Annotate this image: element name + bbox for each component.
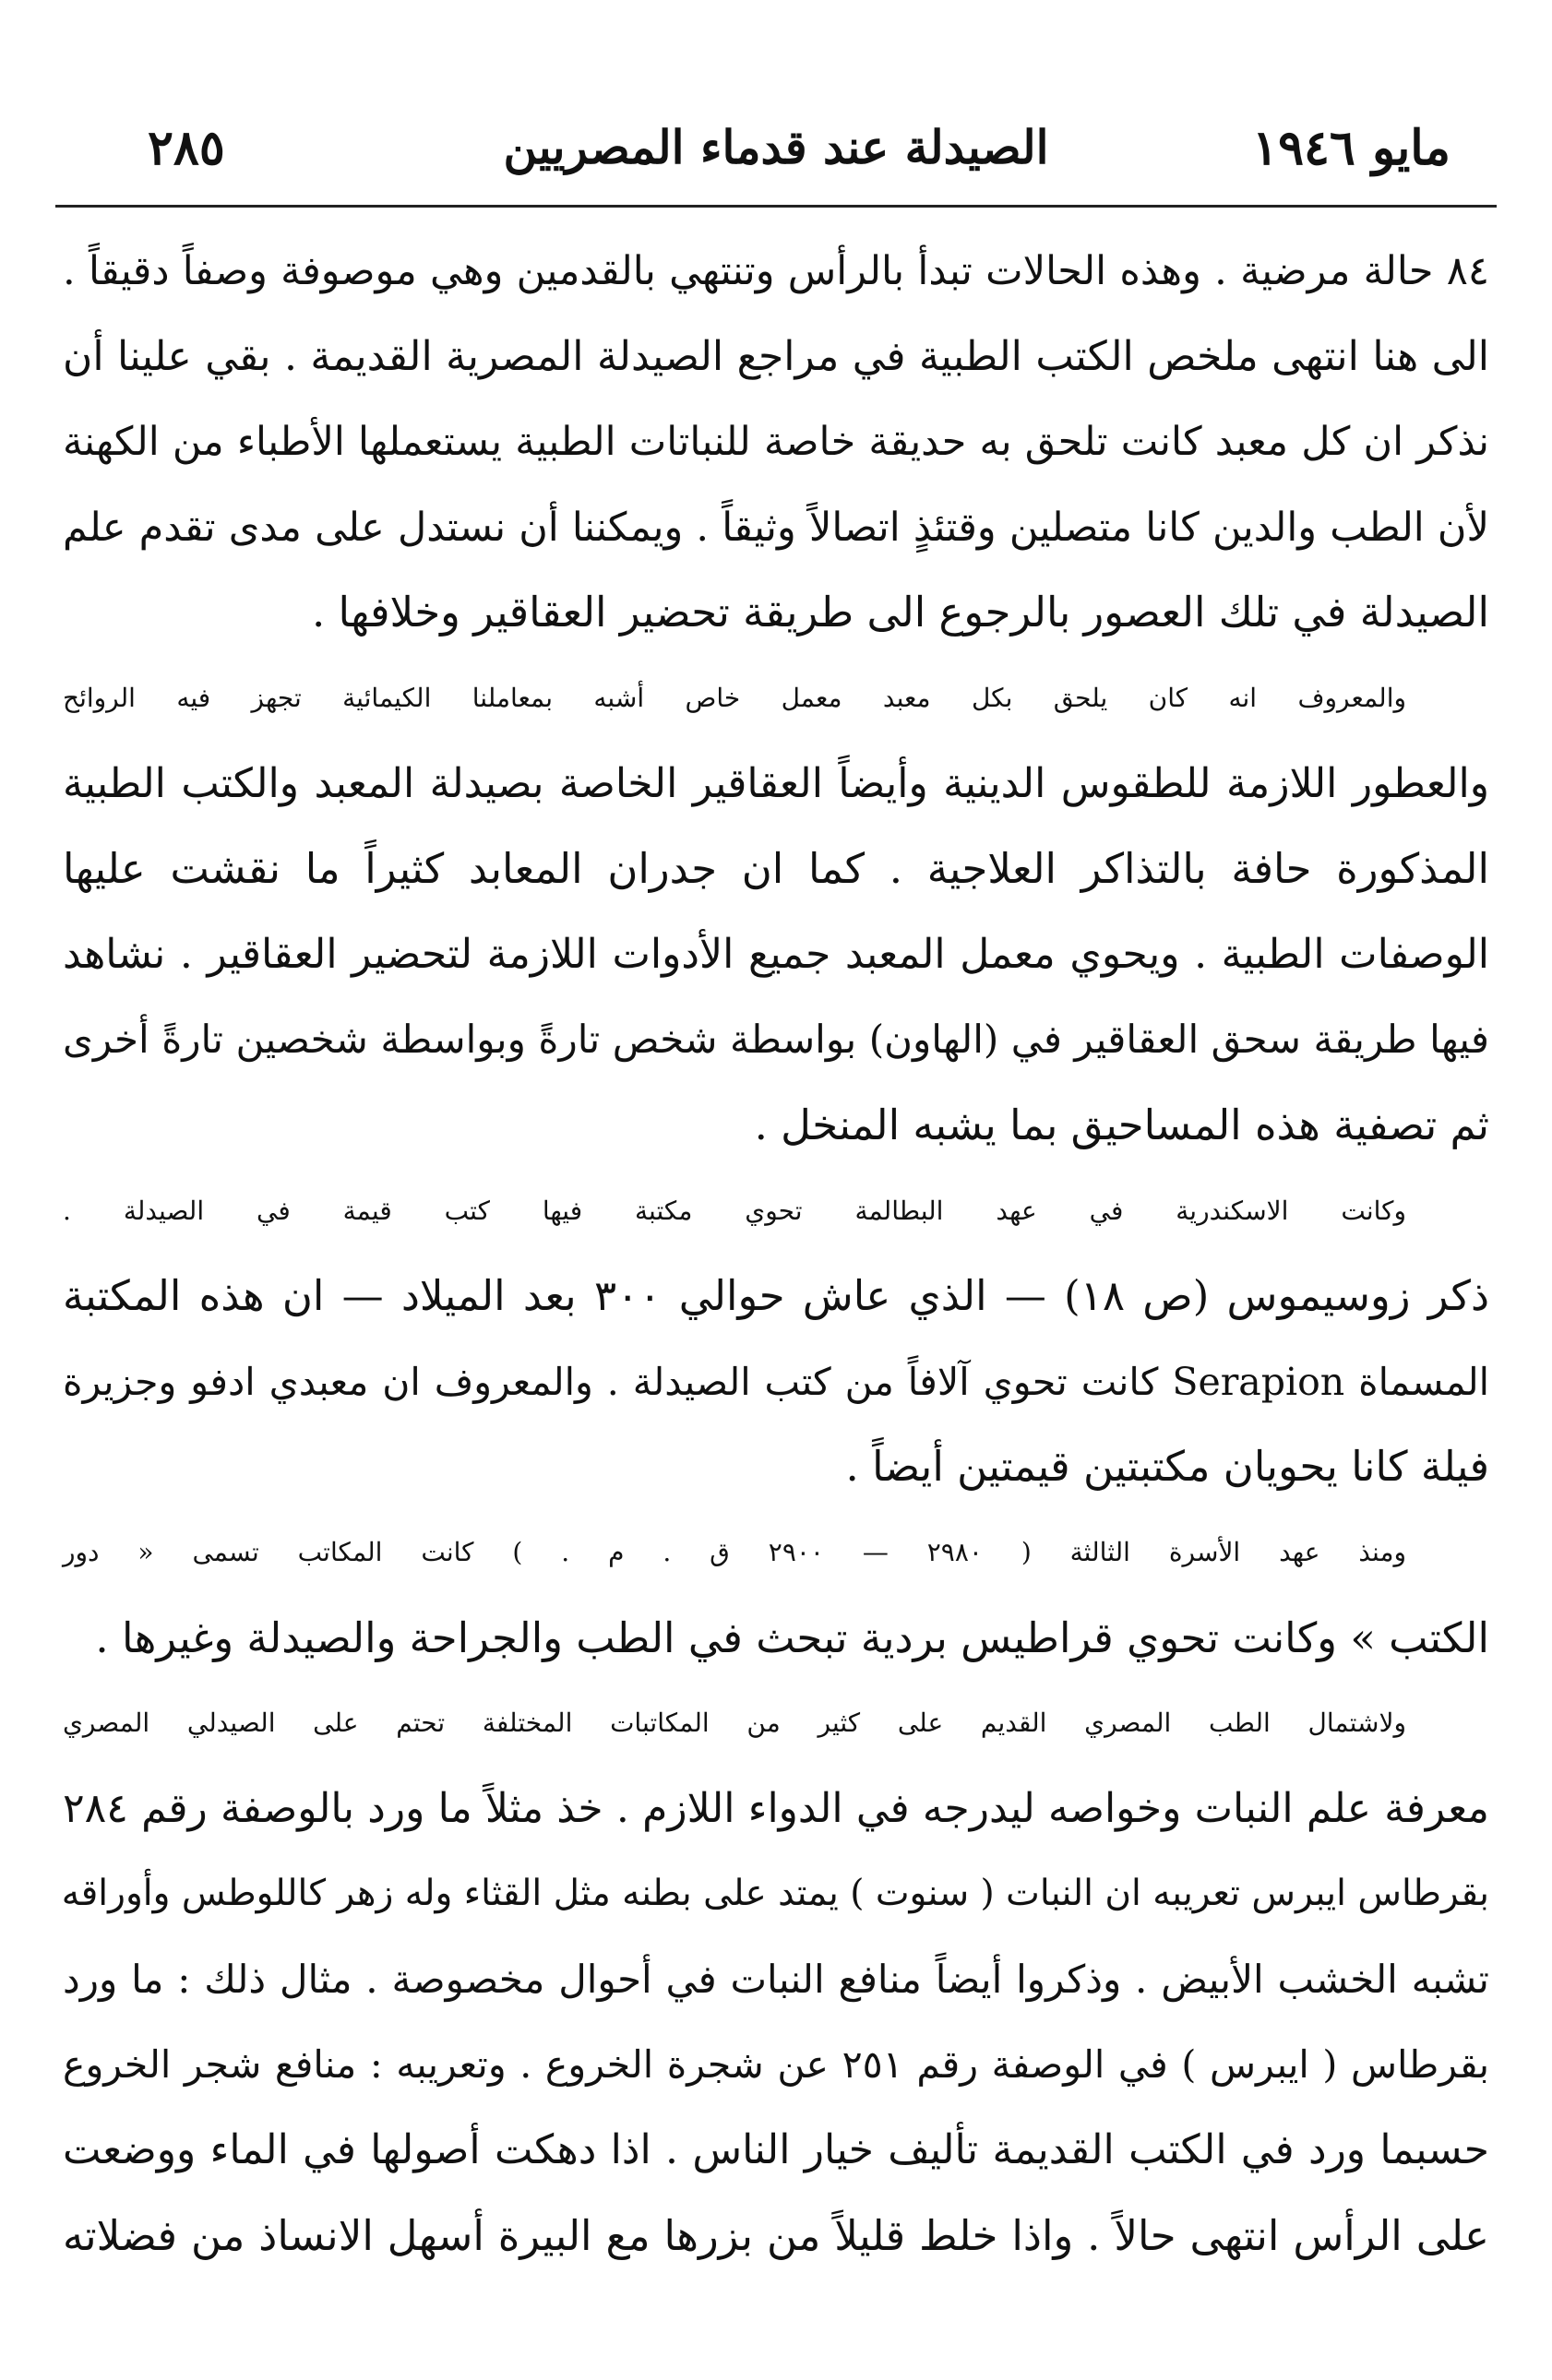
text-line: على الرأس انتهى حالاً . واذا خلط قليلاً من بزرها مع البيرة أسهل الانساذ من فضلاته [63, 2210, 1489, 2260]
text-line: ومنذ عهد الأسرة الثالثة ( ٢٩٨٠ — ٢٩٠٠ ق . م . ) كانت المكاتب تسمى « دور [63, 1536, 1406, 1567]
text-line: بقرطاس ( ايبرس ) في الوصفة رقم ٢٥١ عن شجرة الخروع . وتعريبه : منافع شجر الخروع [63, 2042, 1489, 2088]
running-header [101, 111, 1451, 184]
text-line: الكتب » وكانت تحوي قراطيس بردية تبحث في الطب والجراحة والصيدلة وغيرها . [95, 1612, 1489, 1662]
text-line: المسماة Serapion كانت تحوي آلافاً من كتب الصيدلة . والمعروف ان معبدي ادفو وجزيرة [63, 1359, 1489, 1404]
header-title: الصيدلة عند قدماء المصريين [503, 120, 1049, 174]
text-line: نذكر ان كل معبد كانت تلحق به حديقة خاصة للنباتات الطبية يستعملها الأطباء من الكهنة [63, 419, 1489, 466]
text-line: فيلة كانا يحويان مكتبتين قيمتين أيضاً . [845, 1442, 1489, 1492]
text-line: معرفة علم النبات وخواصه ليدرجه في الدواء اللازم . خذ مثلاً ما ورد بالوصفة رقم ٢٨٤ [63, 1784, 1489, 1832]
header-date: مايو ١٩٤٦ [1252, 120, 1451, 176]
text-line: الوصفات الطبية . ويحوي معمل المعبد جميع الأدوات اللازمة لتحضير العقاقير . نشاهد [63, 930, 1489, 978]
text-line: حسبما ورد في الكتب القديمة تأليف خيار الناس . اذا دهكت أصولها في الماء ووضعت [63, 2126, 1489, 2174]
text-line: لأن الطب والدين كانا متصلين وقتئذٍ اتصالاً وثيقاً . ويمكننا أن نستدل على مدى تقدم علم [63, 504, 1489, 551]
text-line: والمعروف انه كان يلحق بكل معبد معمل خاص أشبه بمعاملنا الكيمائية تجهز فيه الروائح [63, 682, 1406, 713]
body-text [63, 229, 1489, 2279]
text-line: الصيدلة في تلك العصور بالرجوع الى طريقة تحضير العقاقير وخلافها . [311, 588, 1489, 637]
text-line: بقرطاس ايبرس تعريبه ان النبات ( سنوت ) يمتد على بطنه مثل القثاء وله زهر كاللوطس وأوراقه [61, 1873, 1489, 1915]
text-line: تشبه الخشب الأبيض . وذكروا أيضاً منافع النبات في أحوال مخصوصة . مثال ذلك : ما ورد [63, 1956, 1489, 2002]
text-line: الى هنا انتهى ملخص الكتب الطبية في مراجع الصيدلة المصرية القديمة . بقي علينا أن [63, 332, 1489, 380]
text-line: والعطور اللازمة للطقوس الدينية وأيضاً العقاقير الخاصة بصيدلة المعبد والكتب الطبية [63, 759, 1489, 807]
text-line: فيها طريقة سحق العقاقير في (الهاون) بواسطة شخص تارةً وبواسطة شخصين تارةً أخرى [63, 1017, 1489, 1063]
header-rule [55, 205, 1497, 208]
text-line: ولاشتمال الطب المصري القديم على كثير من المكاتبات المختلفة تحتم على الصيدلي المصري [63, 1708, 1406, 1739]
page-number: ٢٨٥ [148, 120, 225, 176]
text-line: ٨٤ حالة مرضية . وهذه الحالات تبدأ بالرأس وتنتهي بالقدمين وهي موصوفة وصفاً دقيقاً . [63, 248, 1489, 294]
text-line: ثم تصفية هذه المساحيق بما يشبه المنخل . [754, 1100, 1489, 1149]
text-line: وكانت الاسكندرية في عهد البطالمة تحوي مكتبة فيها كتب قيمة في الصيدلة . [63, 1195, 1406, 1226]
text-line: ذكر زوسيموس (ص ١٨) — الذي عاش حوالي ٣٠٠ بعد الميلاد — ان هذه المكتبة [63, 1271, 1490, 1321]
text-line: المذكورة حافة بالتذاكر العلاجية . كما ان جدران المعابد كثيراً ما نقشت عليها [63, 844, 1489, 894]
